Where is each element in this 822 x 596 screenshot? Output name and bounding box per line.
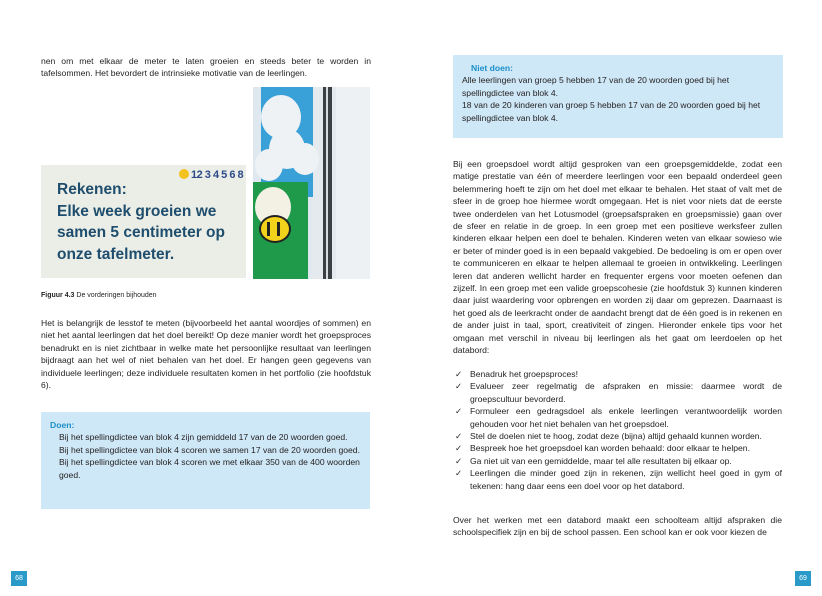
doen-box bbox=[41, 412, 370, 509]
check-icon: ✓ bbox=[455, 431, 463, 442]
check-icon: ✓ bbox=[455, 455, 463, 466]
math-sign-photo bbox=[41, 165, 246, 278]
check-icon: ✓ bbox=[455, 468, 463, 479]
caption-label: Figuur 4.3 bbox=[41, 292, 75, 299]
figure-4-3 bbox=[41, 87, 370, 279]
list-item bbox=[453, 405, 782, 430]
doen-line: Bij het spellingdictee van blok 4 scoren we met elkaar 350 van de 400 woorden goed. bbox=[59, 457, 360, 480]
list-item bbox=[453, 380, 782, 405]
check-icon: ✓ bbox=[455, 381, 463, 392]
sign-numbers: 12 3 4 5 6 8 bbox=[191, 169, 244, 181]
list-item bbox=[453, 467, 782, 492]
tip-text: Evalueer zeer regelmatig de afspraken en missie: daarmee wordt de groepscultuur bevorderd. bbox=[470, 381, 782, 404]
sign-line: samen 5 centimeter op bbox=[57, 224, 225, 241]
check-icon: ✓ bbox=[455, 369, 463, 379]
sun-icon bbox=[179, 169, 189, 179]
tip-text: Ga niet uit van een gemiddelde, maar tel alle resultaten bij elkaar op. bbox=[470, 455, 732, 466]
sign-text bbox=[57, 179, 225, 265]
tip-text: Stel de doelen niet te hoog, zodat deze (bijna) altijd gehaald kunnen worden. bbox=[470, 431, 762, 442]
paragraph-mid: Het is belangrijk de lesstof te meten (bijvoorbeeld het aantal woordjes of sommen) en niet het aantal leerlingen dat het doel bereikt! Op deze manier wordt het groepsproces benadrukt en is niet zichtbaar in welke mate het persoonlijke resultaat van leerlingen bijdraagt aan het wel of niet behalen van het doel. Er hangen geen gegevens van individuele leerlingen; deze individuele resultaten komen in het portfolio (zie hoofdstuk 6). bbox=[41, 318, 371, 391]
list-item bbox=[453, 455, 782, 467]
sign-line: onze tafelmeter. bbox=[57, 245, 175, 263]
tip-text: Leerlingen die minder goed zijn in rekenen, zijn wellicht heel goed in gym of tekenen: hang daar eens een doel voor op het databord. bbox=[470, 468, 782, 491]
paragraph-main: Bij een groepsdoel wordt altijd gesproken van een groepsgemiddelde, zodat een matige prestatie van één of meerdere leerlingen voor een bepaald onderdeel geen belemmering hoeft te zijn om het doel met elkaar te behalen. Het staat of valt met de sfeer in de groep hoe hiermee wordt omgegaan. Het is niet voor niets dat de eerste twee onderdelen van het Lotusmodel (groepsafspraken en groepsmissie) gaan over de sfeer en relatie in de groep. In een groep met een positieve werksfeer zullen kinderen elkaar helpen een doel te behalen. Kinderen weten van elkaar sowieso wie er beter of minder goed is in een bepaald vakgebied. De bedoeling is om er open over te communiceren en elkaar te helpen allemaal te groeien in ontwikkeling. Leerlingen leren dat anderen wellicht harder en frequenter ergens voor moeten oefenen dan zijzelf. In een groep met een valide groepscohesie (zie hoofdstuk 3) kunnen kinderen daar juist waardering voor opbrengen en worden zij daar om geprezen. Daarnaast is het goed als de leerkracht onder de aandacht brengt dat de één goed is in rekenen en de ander juist in taal, sport, creativiteit of zingen. Hieronder enkele tips voor het omgaan met verschil in niveau bij leerlingen als het gaat om leerdoelen op het databord: bbox=[453, 159, 782, 356]
list-item bbox=[453, 430, 782, 442]
tips-list bbox=[453, 368, 782, 492]
caption-text: De vorderingen bijhouden bbox=[76, 292, 157, 299]
niet-doen-title: Niet doen: bbox=[471, 63, 514, 73]
paragraph-top: nen om met elkaar de meter te laten groeien en steeds beter te worden in tafelsommen. Het bevordert de intrinsieke motivatie van de leerlingen. bbox=[41, 56, 371, 79]
check-icon: ✓ bbox=[455, 406, 463, 417]
tip-text: Bespreek hoe het groepsdoel kan worden behaald: door elkaar te helpen. bbox=[470, 443, 750, 454]
classroom-photo bbox=[253, 87, 370, 279]
page-number: 68 bbox=[11, 571, 27, 586]
niet-doen-line: Alle leerlingen van groep 5 hebben 17 van de 20 woorden goed bij het spellingdictee van blok 4. bbox=[462, 75, 730, 98]
page-number: 69 bbox=[795, 571, 811, 586]
doen-line: Bij het spellingdictee van blok 4 scoren we samen 17 van de 20 woorden goed. bbox=[59, 444, 360, 455]
sign-line: Elke week groeien we bbox=[57, 202, 217, 220]
niet-doen-line: 18 van de 20 kinderen van groep 5 hebben 17 van de 20 woorden goed bij het spellingdictee van blok 4. bbox=[462, 100, 761, 123]
butterfly-drawing-illustration bbox=[253, 87, 370, 279]
doen-line: Bij het spellingdictee van blok 4 zijn gemiddeld 17 van de 20 woorden goed. bbox=[59, 432, 348, 443]
doen-title: Doen: bbox=[50, 420, 75, 430]
check-icon: ✓ bbox=[455, 443, 463, 454]
figure-caption bbox=[41, 292, 157, 299]
tip-text: Formuleer een gedragsdoel als enkele leerlingen verantwoordelijk worden gehouden voor het niet behalen van het groepsdoel. bbox=[470, 406, 782, 429]
list-item bbox=[453, 442, 782, 454]
tip-text: Benadruk het groepsproces! bbox=[470, 369, 578, 379]
right-page bbox=[411, 0, 822, 596]
paragraph-bottom: Over het werken met een databord maakt een schoolteam altijd afspraken die schoolspecifiek zijn en bij de school passen. Een school kan er ook voor kiezen de bbox=[453, 515, 782, 538]
list-item bbox=[453, 368, 782, 380]
sign-line: Rekenen: bbox=[57, 181, 127, 198]
niet-doen-box bbox=[453, 55, 783, 138]
